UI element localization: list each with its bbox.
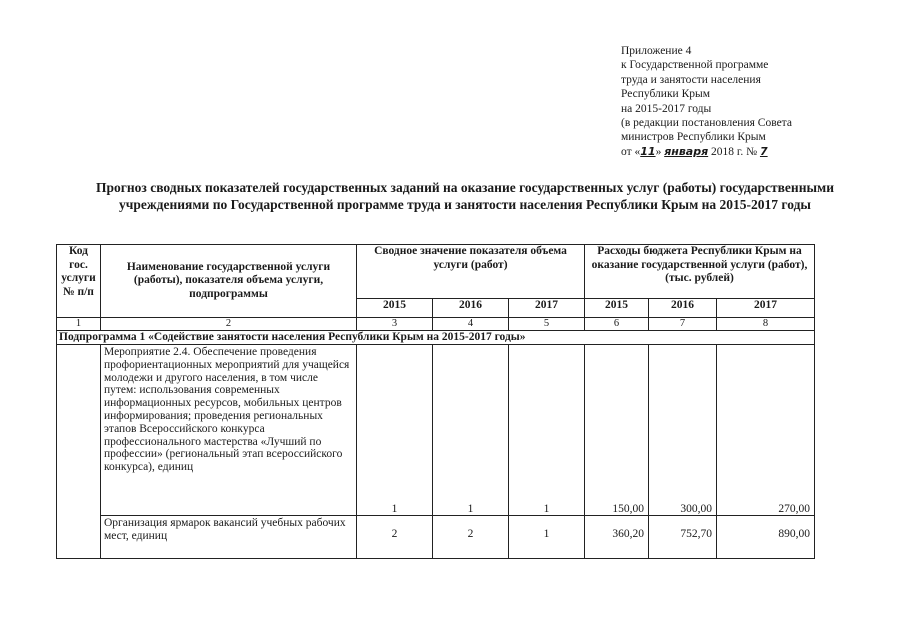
appendix-line: к Государственной программе bbox=[621, 59, 769, 72]
row-name: Организация ярмарок вакансий учебных рабочих мест, единиц bbox=[101, 516, 357, 559]
col-number: 3 bbox=[357, 318, 433, 331]
col-number: 7 bbox=[649, 318, 717, 331]
header-code: Код гос. услуги № п/п bbox=[57, 245, 101, 318]
header-year: 2017 bbox=[509, 299, 585, 318]
row-budget-2016: 300,00 bbox=[649, 345, 717, 516]
col-number: 6 bbox=[585, 318, 649, 331]
table-row bbox=[57, 516, 815, 559]
header-year: 2017 bbox=[717, 299, 815, 318]
header-budget: Расходы бюджета Республики Крым на оказание государственной услуги (работ), (тыс. рублей) bbox=[585, 245, 815, 299]
header-year: 2015 bbox=[357, 299, 433, 318]
row-volume-2015: 2 bbox=[357, 516, 433, 559]
appendix-line: труда и занятости населения bbox=[621, 73, 761, 86]
row-name: Мероприятие 2.4. Обеспечение проведения профориентационных мероприятий для учащейся молодежи и другого населения, в том числе путем: использования современных информационных ресурсов, мобильных центров информирования; проведения региональных этапов Всероссийского конкурса профессионального мастерства «Лучший по профессии» (региональный этап всероссийского конкурса), единиц bbox=[101, 345, 357, 516]
row-code bbox=[57, 345, 101, 559]
date-suffix: г. № bbox=[736, 145, 758, 158]
appendix-line: министров Республики Крым bbox=[621, 131, 766, 144]
row-budget-2015: 360,20 bbox=[585, 516, 649, 559]
header-volume: Сводное значение показателя объема услуги (работ) bbox=[357, 245, 585, 299]
doc-number: 7 bbox=[759, 144, 768, 158]
row-budget-2016: 752,70 bbox=[649, 516, 717, 559]
row-budget-2015: 150,00 bbox=[585, 345, 649, 516]
row-budget-2017: 890,00 bbox=[717, 516, 815, 559]
date-day: 11 bbox=[640, 144, 656, 158]
appendix-line: Приложение 4 bbox=[621, 45, 692, 57]
header-year: 2015 bbox=[585, 299, 649, 318]
row-volume-2017: 1 bbox=[509, 516, 585, 559]
row-volume-2016: 1 bbox=[433, 345, 509, 516]
row-budget-2017: 270,00 bbox=[717, 345, 815, 516]
page-title: Прогноз сводных показателей государственных заданий на оказание государственных услуг (работы) государственными учреждениями по Государственной программе труда и занятости населения Республики Крым на 2015-2017 годы bbox=[96, 180, 834, 212]
row-volume-2015: 1 bbox=[357, 345, 433, 516]
header-row bbox=[57, 245, 815, 299]
table-row bbox=[57, 345, 815, 516]
appendix-date-line: от «11» января 2018 г. № 7 bbox=[621, 144, 768, 158]
appendix-line: на 2015-2017 годы bbox=[621, 102, 712, 115]
appendix-line: (в редакции постановления Совета bbox=[621, 117, 792, 130]
row-volume-2016: 2 bbox=[433, 516, 509, 559]
header-year: 2016 bbox=[433, 299, 509, 318]
date-prefix: от « bbox=[621, 145, 641, 158]
date-year: 2018 bbox=[711, 145, 735, 158]
header-name: Наименование государственной услуги (работы), показателя объема услуги, подпрограммы bbox=[101, 245, 357, 318]
col-number: 4 bbox=[433, 318, 509, 331]
date-month: января bbox=[664, 144, 709, 158]
subprogram-row bbox=[57, 331, 815, 345]
col-number: 1 bbox=[57, 318, 101, 331]
appendix-block bbox=[621, 44, 871, 159]
subprogram-title: Подпрограмма 1 «Содействие занятости населения Республики Крым на 2015-2017 годы» bbox=[57, 331, 815, 345]
col-number: 8 bbox=[717, 318, 815, 331]
column-number-row bbox=[57, 318, 815, 331]
row-volume-2017: 1 bbox=[509, 345, 585, 516]
appendix-line: Республики Крым bbox=[621, 88, 710, 101]
col-number: 5 bbox=[509, 318, 585, 331]
forecast-table bbox=[56, 244, 815, 559]
header-year: 2016 bbox=[649, 299, 717, 318]
col-number: 2 bbox=[101, 318, 357, 331]
